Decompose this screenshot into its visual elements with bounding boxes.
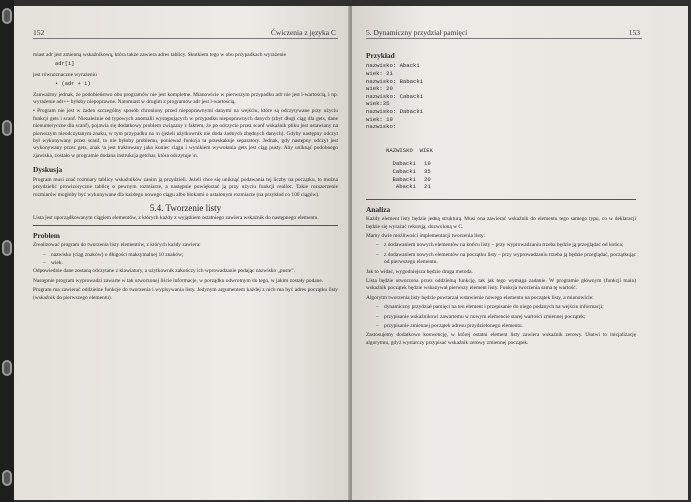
- paragraph: Program musi znać rozmiary tablicy wskaźników zanim ją przydzieli. Jeżeli chce się uniknąć podawania tej liczby na początku, to można przydzielić prowizoryczne tablicę o pewnym rozmiarze, a następnie powiększać ją przy użyciu funkcji realloc. Takie rozszerzenie rozmiarów mogłoby być wykonywane dla każdego nowego ciągu albo blokami o ustalonym rozmiarze (na przykład co 100 ciągów).: [33, 176, 338, 198]
- table-cell-name: Cabacki: [392, 167, 416, 175]
- table-cell-age: 19: [424, 160, 431, 168]
- list-item: – z dodawaniem nowych elementów na początku listy – przy wyprowadzaniu trzeba ją będzie przeglądać, początkując od pierwszego elementu.: [376, 252, 636, 267]
- section-heading-analiza: Analiza: [366, 204, 391, 214]
- left-header-rule: [33, 38, 338, 39]
- paragraph: Zrealizować program do tworzenia listy elementów, z których każdy zawiera:: [33, 242, 201, 249]
- paragraph: Zauważmy jednak, że podobieństwo obu programów nie jest kompletne. Mianowicie w pierwszym przypadku adr nie jest l-wartością, i np. wyrażenie adr++ byłoby niepoprawne. Natomiast w drugim z programów adr jest l-wartością.: [33, 91, 338, 106]
- table-row: [368, 168, 636, 176]
- paragraph: jest równoznaczne wyrażeniu: [33, 71, 97, 78]
- example-session: [366, 62, 636, 130]
- binder-ring: [2, 120, 12, 136]
- example-line: nazwisko:: [366, 123, 397, 131]
- binder-ring: [2, 470, 12, 486]
- paragraph: Lista będzie utworzona przez oddzielną funkcję, tak jak tego wymaga zadanie. W programie głównym (funkcji main) wskaźnik początek będzie wskazywał pierwszy element listy. Funkcja tworzenia sama tę wartość.: [366, 277, 636, 292]
- table-row: [368, 176, 636, 184]
- example-line: nazwisko: Cabacki: [366, 92, 424, 100]
- paragraph: Zastosujemy dodatkowo konwencję, w której ostatni element listy zawiera wskaźnik zerowy. Ułatwi to inicjalizację algorytmu, gdyż wystarczy przypisać wskaźnik zerowy zmiennej początek.: [366, 332, 636, 346]
- example-line: nazwisko: Dabacki: [366, 107, 424, 115]
- section-heading-przyklad: Przykład: [366, 51, 395, 60]
- left-page-number: 152: [33, 28, 45, 37]
- list-item: – dynamiczny przydział pamięci na ten element i przepisanie do niego podanych na wejściu informacji;: [376, 304, 636, 311]
- binder-edge: [0, 0, 14, 502]
- right-page-number: 153: [628, 28, 640, 37]
- list-item: – przypisanie zmiennej początek adresu przydzielonego elementu.: [376, 323, 636, 330]
- problem-list: [33, 252, 338, 268]
- right-running-head: 5. Dynamiczny przydział pamięci: [366, 28, 468, 37]
- section-title: 5.4. Tworzenie listy: [149, 202, 222, 213]
- left-running-head: Ćwiczenia z języka C: [270, 28, 336, 37]
- left-page-body: [33, 52, 338, 304]
- code-line: adr[i]: [55, 61, 75, 68]
- right-page-body: [366, 52, 636, 349]
- code-line: • (adr + i): [55, 81, 91, 88]
- example-line: nazwisko: Babacki: [366, 77, 424, 85]
- analiza-list: [366, 242, 636, 266]
- right-header-rule: [366, 38, 642, 39]
- example-line: nazwisko: Abacki: [366, 62, 420, 70]
- section-divider: [33, 225, 338, 226]
- section-heading-problem: Problem: [33, 230, 60, 240]
- paragraph: Jak to widać, wygodniejsza będzie druga metoda.: [366, 268, 473, 275]
- paragraph: Lista jest uporządkowanym ciągiem elementów, z których każdy z wyjątkiem ostatniego zawiera wskaźnik do następnego elementu.: [33, 215, 319, 222]
- table-row: [368, 160, 636, 168]
- binder-ring: [2, 360, 12, 376]
- section-divider: [366, 199, 636, 200]
- table-cell-age: 20: [424, 175, 431, 183]
- example-line: wiek: 19: [366, 115, 393, 123]
- binder-ring: [2, 240, 12, 256]
- table-cell-name: Babacki: [392, 175, 416, 183]
- list-item: – z dodawaniem nowych elementów na końcu listy – przy wyprowadzaniu trzeba będzie ją przeglądać od końca;: [376, 242, 636, 249]
- output-table: [368, 147, 636, 191]
- book-spread: [14, 6, 688, 500]
- paragraph: Odpowiednie dane zostaną odczytane z klawiatury, a użytkownik zakończy ich wprowadzanie podając nazwisko „puste”.: [33, 268, 296, 275]
- binder-ring: [2, 8, 12, 24]
- left-page: [14, 6, 350, 500]
- list-item: – przypisanie wskaźnikowi zawartemu w nowym elemencie starej wartości zmiennej początek;: [376, 314, 636, 321]
- list-item: – nazwisko (ciąg znaków) o długości maksymalnej 10 znaków;: [43, 252, 338, 259]
- table-cell-name: Abacki: [395, 183, 416, 191]
- section-heading-dyskusja: Dyskusja: [33, 165, 63, 175]
- intro-paragraph: miast adr jest zmienną wskaźnikową, która także zawiera adres tablicy. Skutkiem tego w obu przypadkach wyrażenie: [33, 52, 287, 58]
- paragraph: • Program nie jest w żaden szczególny sposób chroniony przed niepoprawnymi danymi na wejściu, które są odczytywane przy użyciu funkcji gets i scanf. Niezależnie od typowych anomalii występujących w przypadku niepoprawnych danych (zbyt długi ciąg dla gets, dane nienumeryczne dla scanf), pojawia się dodatkowy problem związany z faktem, że po odczycie przez scanf wskaźnik pliku jest ustawiany na pierwszym nieodczytanym znaku, w tym przypadku na \n (jeżeli użytkownik nie doda żadnych zbędnych danych). Gdyby następny odczyt był wykonywany przez scanf, to nie byłoby problemu, ponieważ funkcja ta przeskakuje separatory. Jednak, gdy następny odczyt jest wykonywany przez gets, znak \n jest traktowany jako koniec ciągu i wynikiem wywołania gets jest ciąg pusty. Aby uniknąć podobnego zjawiska, zostało w programie dodana instrukcja getchar, która odczytuje \n.: [33, 108, 338, 159]
- list-item: – wiek.: [43, 260, 338, 267]
- algorithm-list: [366, 304, 636, 330]
- table-cell-name: Dabacki: [392, 160, 416, 168]
- example-line: wiek: 20: [366, 85, 393, 93]
- paragraph: Następnie program wyprowadzi zawarte w tak utworzonej liście informacje, w porządku odwrotnym do tego, w jakim zostały podane.: [33, 277, 324, 284]
- paragraph: Mamy dwie możliwości implementacji tworzenia listy:: [366, 232, 486, 239]
- example-line: wiek: 21: [366, 70, 393, 77]
- table-cell-age: 21: [424, 183, 431, 191]
- table-row: [368, 183, 636, 191]
- table-cell-age: 35: [424, 167, 431, 175]
- paragraph: Każdy element listy będzie jedną strukturą. Musi ona zawierać wskaźnik do elementu tego samego typu, co w deklaracji będzie się wyrażać rekursją, dozwoloną w C.: [366, 216, 636, 230]
- paragraph: Algorytm tworzenia listy będzie powtarzał wstawienie nowego elementu na początek listy, a mianowicie:: [366, 294, 594, 301]
- table-header: NAZWISKO WIEK: [386, 146, 433, 154]
- example-line: wiek:35: [366, 100, 390, 108]
- paragraph: Program ma zawierać oddzielne funkcje do tworzenia i wypisywania listy. Jedynym argumentem każdej z nich ma być adres początku listy (wskaźnik do pierwszego elementu).: [33, 287, 338, 301]
- right-page: [352, 6, 688, 500]
